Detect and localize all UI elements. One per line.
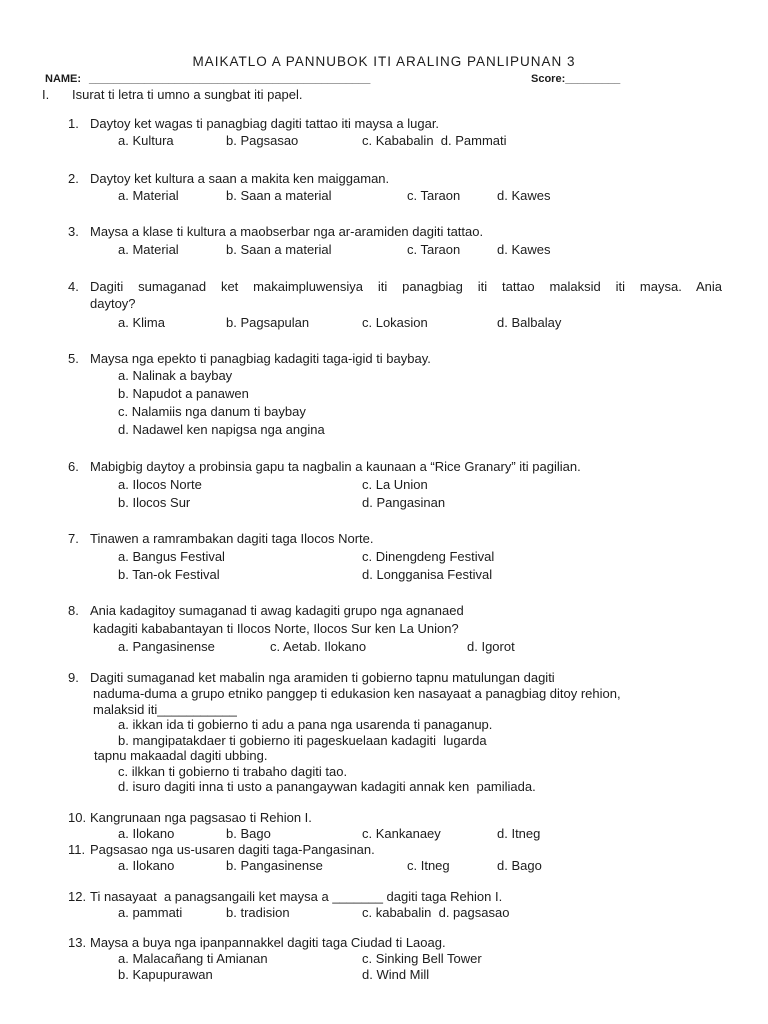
question-stem-continuation: naduma-duma a grupo etniko panggep ti edukasion ken nasayaat a panagbiag ditoy rehion,: [93, 686, 621, 701]
question-number: 13.: [68, 935, 87, 950]
question-stem: Dagiti sumaganad ket mabalin nga aramiden ti gobierno tapnu matulungan dagiti: [90, 670, 555, 685]
choice-d: d. Itneg: [497, 826, 541, 841]
choice-a: a. Kultura: [118, 133, 174, 148]
choice-c: c. La Union: [362, 477, 428, 492]
choice-d: d. Bago: [497, 858, 542, 873]
question-number: 10.: [68, 810, 87, 825]
choice-d: d. Kawes: [497, 242, 551, 257]
question-number: 3.: [68, 224, 79, 239]
question-stem: Dagiti sumaganad ket makaimpluwensiya iti panagbiag iti tattao malaksid iti maysa. Ania: [90, 279, 722, 294]
choice-c: c. Lokasion: [362, 315, 428, 330]
name-blank-line: ______________________________________________: [89, 73, 371, 85]
choice-b-continuation: tapnu makaadal dagiti ubbing.: [94, 748, 268, 763]
choice-a: a. Ilokano: [118, 826, 175, 841]
choice-d: d. Balbalay: [497, 315, 562, 330]
choice-c-b: c. Aetab. Ilokano: [270, 639, 367, 654]
choice-a: a. pammati: [118, 905, 183, 920]
question-number: 2.: [68, 171, 79, 186]
choice-c: c. Taraon: [407, 188, 461, 203]
name-label: NAME:: [45, 73, 82, 85]
choice-d: d. Longganisa Festival: [362, 567, 493, 582]
choice-b: b. Ilocos Sur: [118, 495, 191, 510]
choice-d: d. Nadawel ken napigsa nga angina: [118, 422, 325, 437]
choice-d: d. Pangasinan: [362, 495, 446, 510]
choice-c: c. Nalamiis nga danum ti baybay: [118, 404, 306, 419]
choice-a: a. Bangus Festival: [118, 549, 225, 564]
choice-b: b. Kapupurawan: [118, 967, 213, 982]
question-number: 12.: [68, 889, 87, 904]
choice-a: a. ikkan ida ti gobierno ti adu a pana nga usarenda ti panaganup.: [118, 717, 493, 732]
question-stem: Pagsasao nga us-usaren dagiti taga-Pangasinan.: [90, 842, 375, 857]
choice-b: b. Pagsasao: [226, 133, 299, 148]
choice-c: c. Taraon: [407, 242, 461, 257]
choice-b: b. Bago: [226, 826, 271, 841]
question-stem-continuation: kadagiti kababantayan ti Ilocos Norte, Ilocos Sur ken La Union?: [93, 621, 459, 636]
choice-b: b. mangipatakdaer ti gobierno iti pageskuelaan kadagiti lugarda: [118, 733, 487, 748]
question-stem: Mabigbig daytoy a probinsia gapu ta nagbalin a kaunaan a “Rice Granary” iti pagilian.: [90, 459, 581, 474]
choice-b: b. tradision: [226, 905, 290, 920]
choice-a: a. Material: [118, 188, 179, 203]
choice-c-d: c. kababalin d. pagsasao: [362, 905, 510, 920]
choice-a: a. Nalinak a baybay: [118, 368, 233, 383]
question-number: 1.: [68, 116, 79, 131]
question-stem: Maysa a buya nga ipanpannakkel dagiti taga Ciudad ti Laoag.: [90, 935, 446, 950]
score-label: Score:_________: [531, 73, 621, 85]
choice-b: b. Saan a material: [226, 242, 332, 257]
question-stem-continuation: malaksid iti___________: [93, 702, 237, 717]
choice-d: d. Igorot: [467, 639, 515, 654]
choice-b: b. Tan-ok Festival: [118, 567, 220, 582]
choice-a: a. Pangasinense: [118, 639, 215, 654]
question-stem: Daytoy ket kultura a saan a makita ken maiggaman.: [90, 171, 390, 186]
question-stem: Tinawen a ramrambakan dagiti taga Ilocos Norte.: [90, 531, 374, 546]
choice-a: a. Material: [118, 242, 179, 257]
question-number: 8.: [68, 603, 79, 618]
choice-d: d. Kawes: [497, 188, 551, 203]
choice-a: a. Malacañang ti Amianan: [118, 951, 268, 966]
question-number: 5.: [68, 351, 79, 366]
choice-d: d. isuro dagiti inna ti usto a panangaywan kadagiti annak ken pamiliada.: [118, 779, 536, 794]
choice-c-d: c. Kababalin d. Pammati: [362, 133, 507, 148]
question-number: 9.: [68, 670, 79, 685]
question-stem: Kangrunaan nga pagsasao ti Rehion I.: [90, 810, 312, 825]
choice-d: d. Wind Mill: [362, 967, 430, 982]
choice-c: c. Sinking Bell Tower: [362, 951, 482, 966]
question-stem: Ania kadagitoy sumaganad ti awag kadagiti grupo nga agnanaed: [90, 603, 464, 618]
choice-b: b. Pangasinense: [226, 858, 323, 873]
page-title: MAIKATLO A PANNUBOK ITI ARALING PANLIPUNAN 3: [192, 54, 576, 69]
choice-b: b. Pagsapulan: [226, 315, 310, 330]
choice-a: a. Ilokano: [118, 858, 175, 873]
choice-b: b. Saan a material: [226, 188, 332, 203]
choice-c: c. Itneg: [407, 858, 450, 873]
question-number: 6.: [68, 459, 79, 474]
question-number: 4.: [68, 279, 79, 294]
question-number: 11.: [68, 842, 86, 857]
question-stem-continuation: daytoy?: [90, 296, 136, 311]
choice-c: c. Kankanaey: [362, 826, 441, 841]
choice-c: c. Dinengdeng Festival: [362, 549, 495, 564]
choice-a: a. Ilocos Norte: [118, 477, 202, 492]
choice-a: a. Klima: [118, 315, 165, 330]
choice-c: c. ilkkan ti gobierno ti trabaho dagiti tao.: [118, 764, 348, 779]
choice-b: b. Napudot a panawen: [118, 386, 249, 401]
question-stem: Maysa nga epekto ti panagbiag kadagiti taga-igid ti baybay.: [90, 351, 431, 366]
question-stem: Daytoy ket wagas ti panagbiag dagiti tattao iti maysa a lugar.: [90, 116, 440, 131]
question-number: 7.: [68, 531, 79, 546]
instruction-numeral: I.: [42, 87, 50, 102]
question-stem: Ti nasayaat a panagsangaili ket maysa a _______ dagiti taga Rehion I.: [90, 889, 503, 904]
question-stem: Maysa a klase ti kultura a maobserbar nga ar-aramiden dagiti tattao.: [90, 224, 484, 239]
instruction-text: Isurat ti letra ti umno a sungbat iti papel.: [72, 87, 303, 102]
